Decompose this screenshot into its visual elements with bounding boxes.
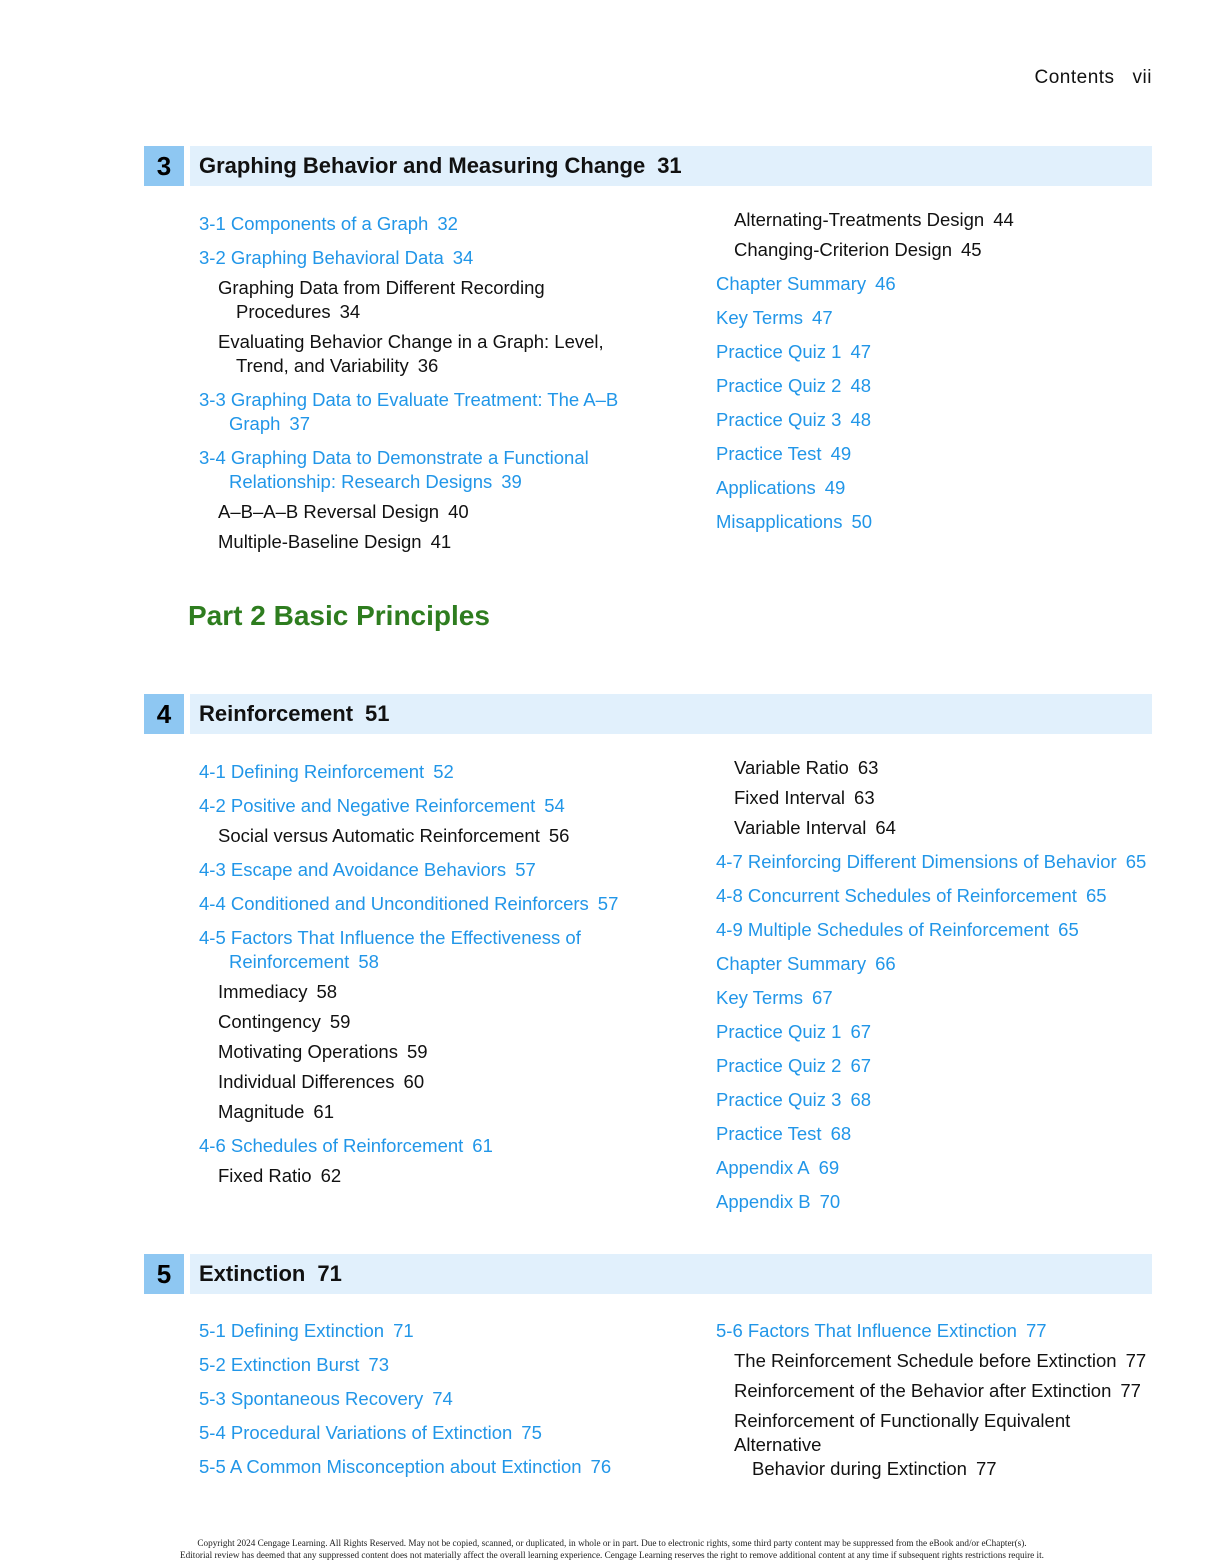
toc-entry-text: Misapplications (716, 511, 843, 532)
footer-line-2: Editorial review has deemed that any suppressed content does not materially affect the overall learning experience. Cengage Learning reserves the right to remove additional content at any time if subsequent rights restrictions require it. (180, 1550, 1044, 1560)
toc-subsection-entry (716, 1349, 1156, 1373)
toc-subsection-entry (716, 238, 1156, 262)
toc-entry-text: 3-3 Graphing Data to Evaluate Treatment: The A–B (199, 389, 619, 410)
toc-entry-page: 49 (824, 477, 846, 498)
toc-entry-page: 40 (448, 501, 469, 522)
toc-subsection-entry (716, 816, 1156, 840)
toc-entry-text: 5-2 Extinction Burst (199, 1354, 360, 1375)
toc-entry-page: 57 (515, 859, 536, 880)
toc-entry-page: 71 (393, 1320, 414, 1341)
chapter-title-bar (190, 146, 1152, 186)
toc-entry-text: 4-8 Concurrent Schedules of Reinforcement (716, 885, 1077, 906)
toc-section-link[interactable] (199, 1421, 669, 1445)
toc-entry-text: Applications (716, 477, 816, 498)
toc-section-link[interactable] (199, 1134, 669, 1158)
toc-section-link[interactable] (199, 1387, 669, 1411)
toc-entry-text: Reinforcement of Functionally Equivalent Alternative (734, 1410, 1071, 1455)
toc-subsection-entry (199, 980, 669, 1004)
toc-entry-continuation-text: Procedures (236, 301, 331, 322)
toc-entry-page: 67 (812, 987, 833, 1008)
toc-entry-text: 5-3 Spontaneous Recovery (199, 1388, 424, 1409)
toc-entry-page: 61 (472, 1135, 493, 1156)
chapter-page: 71 (317, 1261, 342, 1286)
toc-entry-page: 75 (521, 1422, 542, 1443)
toc-entry-page: 69 (818, 1157, 840, 1178)
footer-line-1: Copyright 2024 Cengage Learning. All Rights Reserved. May not be copied, scanned, or duplicated, in whole or in part. Due to electronic rights, some third party content may be suppressed from the eBook and/or eChapter(s). (197, 1538, 1027, 1548)
toc-entry-page: 49 (830, 443, 852, 464)
toc-entry-text: Individual Differences (218, 1071, 395, 1092)
toc-entry-text: 5-6 Factors That Influence Extinction (716, 1320, 1017, 1341)
toc-entry-text: 4-2 Positive and Negative Reinforcement (199, 795, 536, 816)
toc-entry-page: 77 (1025, 1320, 1047, 1341)
toc-entry-text: Social versus Automatic Reinforcement (218, 825, 540, 846)
toc-entry-text: Fixed Interval (734, 787, 846, 808)
toc-entry-page: 34 (452, 247, 474, 268)
toc-section-link[interactable] (199, 446, 669, 494)
toc-entry-continuation (199, 470, 669, 494)
chapter-title-bar (190, 694, 1152, 734)
running-head-label: Contents (1034, 67, 1115, 88)
toc-entry-page: 41 (430, 531, 452, 552)
chapter-title-bar (190, 1254, 1152, 1294)
chapter-title: Graphing Behavior and Measuring Change (199, 153, 646, 178)
toc-section-link[interactable] (716, 850, 1156, 874)
toc-entry-continuation-text: Behavior during Extinction (752, 1458, 967, 1479)
chapter-4-right-column (716, 756, 1156, 1214)
toc-entry-text: The Reinforcement Schedule before Extinction (734, 1350, 1117, 1371)
toc-entry-page: 65 (1085, 885, 1107, 906)
toc-subsection-entry (199, 1164, 669, 1188)
toc-entry-text: 3-2 Graphing Behavioral Data (199, 247, 444, 268)
toc-entry-text: 3-4 Graphing Data to Demonstrate a Functional (199, 447, 589, 468)
toc-entry-page: 67 (850, 1021, 872, 1042)
toc-entry-continuation-text: Graph (229, 413, 281, 434)
toc-entry-page: 59 (406, 1041, 428, 1062)
toc-entry-text: 4-7 Reinforcing Different Dimensions of Behavior (716, 851, 1117, 872)
toc-section-link[interactable] (199, 794, 669, 818)
toc-entry-text: Appendix A (716, 1157, 810, 1178)
toc-entry-page: 58 (358, 951, 379, 972)
toc-entry-text: Chapter Summary (716, 273, 867, 294)
toc-entry-text: Motivating Operations (218, 1041, 398, 1062)
toc-section-link[interactable] (716, 1190, 1156, 1214)
chapter-title: Extinction (199, 1261, 306, 1286)
toc-entry-continuation-text: Reinforcement (229, 951, 350, 972)
toc-entry-page: 65 (1125, 851, 1147, 872)
chapter-page: 51 (365, 701, 390, 726)
toc-entry-page: 48 (850, 409, 872, 430)
toc-subsection-entry (716, 786, 1156, 810)
toc-section-link[interactable] (199, 858, 669, 882)
toc-entry-text: 4-6 Schedules of Reinforcement (199, 1135, 464, 1156)
toc-entry-page: 45 (961, 239, 982, 260)
toc-entry-text: Practice Quiz 3 (716, 1089, 842, 1110)
toc-section-link[interactable] (716, 1122, 1156, 1146)
toc-section-link[interactable] (716, 340, 1156, 364)
toc-entry-page: 34 (339, 301, 361, 322)
toc-entry-text: Key Terms (716, 987, 804, 1008)
toc-entry-text: 4-5 Factors That Influence the Effectiveness of (199, 927, 581, 948)
toc-section-link[interactable] (199, 1319, 669, 1343)
toc-entry-text: 5-1 Defining Extinction (199, 1320, 385, 1341)
chapter-title: Reinforcement (199, 701, 354, 726)
chapter-5-header[interactable] (144, 1254, 1152, 1294)
toc-entry-page: 76 (590, 1456, 612, 1477)
toc-section-link[interactable] (716, 918, 1156, 942)
toc-entry-text: 3-1 Components of a Graph (199, 213, 429, 234)
toc-entry-text: Practice Test (716, 1123, 822, 1144)
toc-subsection-entry (716, 1379, 1156, 1403)
toc-entry-text: Practice Test (716, 443, 822, 464)
toc-entry-text: Practice Quiz 2 (716, 1055, 842, 1076)
toc-entry-page: 67 (850, 1055, 872, 1076)
toc-entry-page: 39 (501, 471, 522, 492)
toc-entry-text: A–B–A–B Reversal Design (218, 501, 440, 522)
toc-entry-text: 4-9 Multiple Schedules of Reinforcement (716, 919, 1050, 940)
toc-entry-page: 68 (830, 1123, 852, 1144)
toc-subsection-entry (199, 1010, 669, 1034)
toc-subsection-entry (199, 276, 669, 324)
toc-section-link[interactable] (716, 1319, 1156, 1343)
toc-entry-continuation (218, 354, 669, 378)
chapter-3-right-column (716, 208, 1156, 534)
toc-subsection-entry (199, 824, 669, 848)
toc-entry-page: 77 (1120, 1380, 1141, 1401)
toc-entry-page: 52 (433, 761, 454, 782)
toc-subsection-entry (199, 1100, 669, 1124)
toc-entry-text: Practice Quiz 1 (716, 1021, 842, 1042)
chapter-5-right-column (716, 1319, 1156, 1481)
toc-entry-page: 68 (850, 1089, 872, 1110)
toc-section-link[interactable] (199, 892, 669, 916)
toc-entry-text: Evaluating Behavior Change in a Graph: Level, (218, 331, 604, 352)
toc-entry-text: Contingency (218, 1011, 321, 1032)
toc-section-link[interactable] (716, 1156, 1156, 1180)
toc-entry-text: Practice Quiz 2 (716, 375, 842, 396)
toc-entry-page: 61 (313, 1101, 334, 1122)
toc-entry-page: 62 (320, 1165, 342, 1186)
toc-subsection-entry (199, 1040, 669, 1064)
toc-section-link[interactable] (716, 272, 1156, 296)
toc-section-link[interactable] (716, 1088, 1156, 1112)
toc-entry-text: Practice Quiz 1 (716, 341, 842, 362)
toc-section-link[interactable] (199, 246, 669, 270)
toc-entry-text: 4-4 Conditioned and Unconditioned Reinforcers (199, 893, 589, 914)
toc-subsection-entry (716, 1409, 1156, 1481)
toc-entry-continuation-text: Trend, and Variability (236, 355, 409, 376)
toc-entry-page: 50 (851, 511, 873, 532)
toc-entry-text: Key Terms (716, 307, 804, 328)
toc-entry-page: 57 (597, 893, 619, 914)
toc-section-link[interactable] (716, 884, 1156, 908)
toc-entry-continuation (218, 300, 669, 324)
toc-entry-page: 58 (316, 981, 338, 1002)
toc-entry-page: 37 (289, 413, 310, 434)
toc-entry-text: Fixed Ratio (218, 1165, 312, 1186)
chapter-3-left-column (199, 212, 669, 554)
toc-section-link[interactable] (199, 926, 669, 974)
toc-entry-page: 47 (850, 341, 872, 362)
toc-entry-page: 70 (819, 1191, 841, 1212)
toc-subsection-entry (199, 330, 669, 378)
toc-entry-page: 64 (875, 817, 896, 838)
toc-entry-text: Reinforcement of the Behavior after Extinction (734, 1380, 1112, 1401)
toc-entry-text: Appendix B (716, 1191, 811, 1212)
toc-entry-page: 46 (875, 273, 896, 294)
chapter-4-header[interactable] (144, 694, 1152, 734)
chapter-5-left-column (199, 1319, 669, 1479)
toc-entry-page: 77 (1125, 1350, 1147, 1371)
toc-entry-page: 59 (329, 1011, 351, 1032)
toc-entry-page: 65 (1058, 919, 1079, 940)
running-head (1035, 67, 1153, 89)
toc-section-link[interactable] (716, 1054, 1156, 1078)
toc-section-link[interactable] (716, 408, 1156, 432)
toc-subsection-entry (716, 208, 1156, 232)
copyright-footer (0, 1537, 1224, 1561)
toc-entry-text: Practice Quiz 3 (716, 409, 842, 430)
toc-entry-page: 54 (544, 795, 565, 816)
toc-entry-text: Changing-Criterion Design (734, 239, 952, 260)
toc-entry-continuation (199, 412, 669, 436)
toc-entry-text: 5-4 Procedural Variations of Extinction (199, 1422, 513, 1443)
chapter-page: 31 (657, 153, 682, 178)
toc-section-link[interactable] (716, 374, 1156, 398)
toc-entry-continuation (734, 1457, 1156, 1481)
toc-entry-continuation-text: Relationship: Research Designs (229, 471, 493, 492)
page-number: vii (1132, 67, 1152, 88)
toc-section-link[interactable] (199, 212, 669, 236)
toc-entry-text: 5-5 A Common Misconception about Extinction (199, 1456, 582, 1477)
toc-entry-text: Chapter Summary (716, 953, 867, 974)
toc-section-link[interactable] (199, 1353, 669, 1377)
toc-entry-page: 74 (432, 1388, 453, 1409)
toc-section-link[interactable] (199, 388, 669, 436)
toc-section-link[interactable] (716, 1020, 1156, 1044)
chapter-number: 3 (144, 146, 184, 186)
toc-entry-continuation (199, 950, 669, 974)
toc-entry-text: Graphing Data from Different Recording (218, 277, 545, 298)
toc-section-link[interactable] (716, 510, 1156, 534)
chapter-number: 5 (144, 1254, 184, 1294)
toc-section-link[interactable] (199, 760, 669, 784)
toc-entry-page: 63 (854, 787, 875, 808)
toc-subsection-entry (199, 500, 669, 524)
chapter-number: 4 (144, 694, 184, 734)
toc-section-link[interactable] (716, 306, 1156, 330)
toc-entry-text: Alternating-Treatments Design (734, 209, 985, 230)
toc-entry-page: 60 (403, 1071, 425, 1092)
toc-entry-page: 63 (857, 757, 879, 778)
toc-subsection-entry (716, 756, 1156, 780)
toc-entry-text: Variable Interval (734, 817, 867, 838)
toc-entry-page: 66 (875, 953, 896, 974)
toc-entry-page: 48 (850, 375, 872, 396)
toc-entry-page: 77 (975, 1458, 997, 1479)
toc-entry-text: Immediacy (218, 981, 308, 1002)
toc-entry-page: 56 (548, 825, 570, 846)
toc-entry-text: Magnitude (218, 1101, 305, 1122)
toc-entry-text: Variable Ratio (734, 757, 849, 778)
toc-section-link[interactable] (716, 442, 1156, 466)
toc-section-link[interactable] (199, 1455, 669, 1479)
toc-entry-page: 47 (812, 307, 833, 328)
chapter-4-left-column (199, 760, 669, 1188)
toc-entry-page: 73 (368, 1354, 389, 1375)
chapter-3-header[interactable] (144, 146, 1152, 186)
toc-entry-page: 44 (993, 209, 1014, 230)
part-title: Part 2 Basic Principles (188, 600, 490, 631)
toc-entry-text: 4-3 Escape and Avoidance Behaviors (199, 859, 507, 880)
toc-entry-text: Multiple-Baseline Design (218, 531, 422, 552)
toc-section-link[interactable] (716, 952, 1156, 976)
toc-subsection-entry (199, 530, 669, 554)
toc-entry-page: 32 (437, 213, 458, 234)
toc-subsection-entry (199, 1070, 669, 1094)
toc-entry-page: 36 (417, 355, 439, 376)
toc-section-link[interactable] (716, 476, 1156, 500)
toc-entry-text: 4-1 Defining Reinforcement (199, 761, 425, 782)
toc-section-link[interactable] (716, 986, 1156, 1010)
